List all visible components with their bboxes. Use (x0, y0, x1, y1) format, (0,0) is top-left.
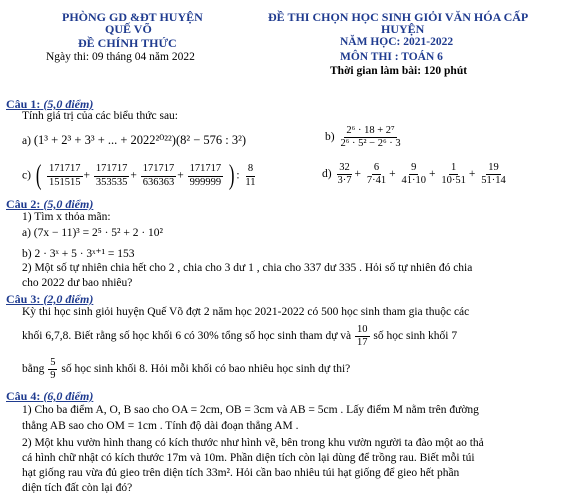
question-2-title: Câu 2: (5,0 điểm) (6, 197, 94, 211)
q4-line3: 2) Một khu vườn hình thang có kích thước như hình vẽ, bên trong khu vườn người ta đào một ao thả (22, 437, 484, 449)
q3-line2: khối 6,7,8. Biết rằng số học khối 6 có 30% tổng số học sinh tham dự và $\frac{10}{17}$ số học sinh khối 7 (22, 324, 458, 349)
q2-part-b: b) 2 · 3ˣ + 5 · 3ˣ⁺¹ = 153 (22, 248, 135, 260)
q1-part-a: a) (1³ + 2³ + 3³ + ... + 2022²⁰²²)(8² − 576 : 3²) (22, 133, 247, 147)
q4-line4: cá hình chữ nhật có kích thước 17m và 10m. Phần diện tích còn lại dùng để trồng rau. Biết mỗi túi (22, 452, 475, 464)
question-4-title: Câu 4: (6,0 điểm) (6, 389, 94, 403)
question-1-title: Câu 1: (5,0 điểm) (6, 97, 94, 111)
q1-c-frac-3: $\frac{171717}{636363}$ (142, 163, 175, 188)
q1-part-c: c) ( $\frac{171717}{151515}$ + $\frac{171717}{353535}$ + $\frac{171717}{636363}$ + $\frac{171717}{999999}$ ) : $\frac{8}{11}$ (22, 160, 256, 191)
q2-part1: 1) Tìm x thỏa mãn: (22, 211, 111, 223)
exam-date: Ngày thi: 09 tháng 04 năm 2022 (46, 51, 195, 63)
q1-d-frac-5: $\frac{19}{51\cdot 14}$ (481, 162, 506, 187)
q1-d-frac-1: $\frac{32}{3\cdot 7}$ (337, 162, 352, 187)
header-right-line2: HUYỆN (381, 22, 425, 36)
q3-fraction-2: $\frac{5}{9}$ (50, 357, 56, 382)
q1-d-frac-4: $\frac{1}{10\cdot 51}$ (441, 162, 466, 187)
q3-fraction-1: $\frac{10}{17}$ (357, 324, 368, 349)
q4-line5: hạt giống rau vừa đủ gieo trên diện tích 33m². Hỏi cần bao nhiêu túi hạt giống để gieo hết phần (22, 467, 460, 479)
header-right-line1: ĐỀ THI CHỌN HỌC SINH GIỎI VĂN HÓA CẤP (268, 10, 529, 24)
q2-part2-line1: 2) Một số tự nhiên chia hết cho 2 , chia cho 3 dư 1 , chia cho 337 dư 335 . Hỏi số tự nhiên đó chia (22, 262, 473, 274)
q1-c-frac-2: $\frac{171717}{353535}$ (95, 163, 128, 188)
q2-part-a: a) (7x − 11)³ = 2⁵ · 5² + 2 · 10² (22, 227, 164, 239)
q1-c-frac-1: $\frac{171717}{151515}$ (49, 163, 81, 188)
q3-line3: bằng $\frac{5}{9}$ số học sinh khối 8. Hỏi mỗi khối có bao nhiêu học sinh dự thi? (22, 357, 351, 382)
q1-b-fraction: $\frac{\text{2⁶ · 18 + 2⁷}}{\text{2⁶ · 5² − 2⁶ · 3}}$ (340, 125, 401, 150)
q1-intro: Tính giá trị của các biểu thức sau: (22, 110, 178, 122)
subject: MÔN THI : TOÁN 6 (340, 51, 443, 63)
q1-part-d: d) $\frac{32}{3\cdot 7}$ + $\frac{6}{7\cdot 41}$ + $\frac{9}{41\cdot 10}$ + $\frac{1}{10\cdot 51}$ + $\frac{19}{51\cdot 14}$ (322, 162, 506, 187)
duration: Thời gian làm bài: 120 phút (330, 65, 468, 77)
header-official-label: ĐỀ CHÍNH THỨC (78, 36, 177, 50)
header-left-line2: QUẾ VÕ (105, 22, 152, 36)
question-3-title: Câu 3: (2,0 điểm) (6, 292, 94, 306)
q1-d-frac-3: $\frac{9}{41\cdot 10}$ (401, 162, 426, 187)
q1-c-tail-frac: $\frac{8}{11}$ (245, 163, 256, 188)
school-year: NĂM HỌC: 2021-2022 (340, 36, 454, 48)
q1-c-frac-4: $\frac{171717}{999999}$ (189, 163, 222, 188)
q1-d-frac-2: $\frac{6}{7\cdot 41}$ (366, 162, 387, 187)
q1-part-b: b) $\frac{\text{2⁶ · 18 + 2⁷}}{\text{2⁶ · 5² − 2⁶ · 3}}$ (325, 125, 401, 150)
q4-line2: thẳng AB sao cho OM = 1cm . Tính độ dài đoạn thẳng AM . (22, 420, 299, 432)
header-left-line1: PHÒNG GD &ĐT HUYỆN (62, 10, 203, 24)
q4-line1: 1) Cho ba điểm A, O, B sao cho OA = 2cm, OB = 3cm và AB = 5cm . Lấy điểm M nằm trên đường (22, 404, 479, 416)
q2-part2-line2: cho 2022 dư bao nhiêu? (22, 277, 133, 289)
q4-line6: diện tích đất còn lại đó? (22, 482, 133, 494)
q3-line1: Kỳ thi học sinh giỏi huyện Quế Võ đợt 2 năm học 2021-2022 có 500 học sinh tham gia thuộc các (22, 306, 470, 318)
